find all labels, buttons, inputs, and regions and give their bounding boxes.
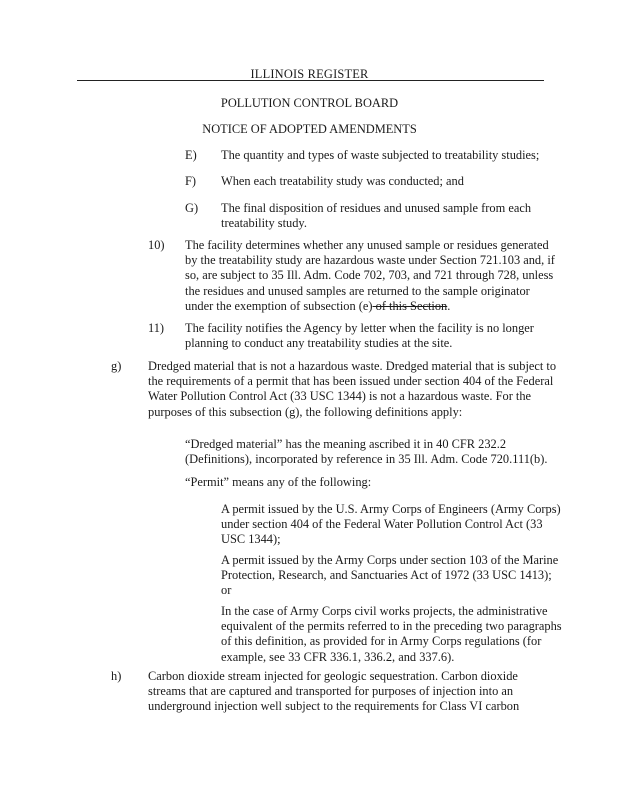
item-F-text: When each treatability study was conducted; and	[221, 174, 464, 188]
text-line: Protection, Research, and Sanctuaries Act of 1972 (33 USC 1413);	[221, 568, 552, 583]
item-G-label: G)	[185, 201, 199, 215]
dredged-material-definition	[185, 437, 547, 467]
item-10-text	[185, 238, 555, 314]
board-title: POLLUTION CONTROL BOARD	[220, 96, 399, 110]
text-span: under the exemption of subsection (e)	[185, 298, 373, 313]
text-line: The facility notifies the Agency by letter when the facility is no longer	[185, 321, 534, 335]
item-g-text	[148, 359, 556, 420]
text-line: planning to conduct any treatability studies at the site.	[185, 336, 453, 351]
text-line: treatability study.	[221, 216, 307, 231]
text-line: underground injection well subject to the requirements for Class VI carbon	[148, 699, 520, 714]
item-11-label: 11)	[148, 321, 165, 335]
text-line: under section 404 of the Federal Water Pollution Control Act (33	[221, 517, 543, 532]
text-line: by the treatability study are hazardous waste under Section 721.103 and, if	[185, 253, 555, 268]
permit-item-c	[221, 604, 562, 665]
item-h-text	[148, 669, 519, 715]
text-line: (Definitions), incorporated by reference in 35 Ill. Adm. Code 720.111(b).	[185, 452, 548, 467]
permit-definition: “Permit” means any of the following:	[185, 475, 372, 489]
item-h-label: h)	[111, 669, 122, 683]
text-line: equivalent of the permits referred to in the preceding two paragraphs	[221, 619, 562, 634]
text-line: the requirements of a permit that has been issued under section 404 of the Federal	[148, 374, 554, 389]
permit-item-a	[221, 502, 561, 548]
text-line: or	[221, 583, 232, 598]
text-span: .	[447, 298, 451, 313]
item-11-text	[185, 321, 534, 351]
text-line	[185, 299, 555, 314]
text-line: example, see 33 CFR 336.1, 336.2, and 337.6).	[221, 649, 455, 664]
text-line: Carbon dioxide stream injected for geologic sequestration. Carbon dioxide	[148, 669, 518, 683]
text-line: USC 1344);	[221, 532, 281, 547]
text-line: purposes of this subsection (g), the following definitions apply:	[148, 404, 463, 419]
item-G-text	[221, 201, 531, 231]
text-line: The final disposition of residues and unused sample from each	[221, 201, 532, 215]
text-line: streams that are captured and transported for purposes of injection into an	[148, 684, 514, 699]
text-line: Water Pollution Control Act (33 USC 1344) is not a hazardous waste. For the	[148, 389, 532, 404]
text-line: so, are subject to 35 Ill. Adm. Code 702, 703, and 721 through 728, unless	[185, 268, 554, 283]
header-rule	[77, 80, 544, 81]
text-line: of this definition, as provided for in Army Corps regulations (for	[221, 634, 542, 649]
register-title: ILLINOIS REGISTER	[250, 67, 369, 81]
text-line: “Dredged material” has the meaning ascribed it in 40 CFR 232.2	[185, 437, 507, 451]
text-line: the residues and unused samples are returned to the sample originator	[185, 283, 530, 298]
text-line: Dredged material that is not a hazardous waste. Dredged material that is subject to	[148, 359, 557, 373]
text-line: A permit issued by the Army Corps under section 103 of the Marine	[221, 553, 559, 567]
notice-title: NOTICE OF ADOPTED AMENDMENTS	[202, 122, 417, 136]
permit-item-b	[221, 553, 558, 599]
item-10-label: 10)	[148, 238, 165, 252]
item-F-label: F)	[185, 174, 197, 188]
text-line: A permit issued by the U.S. Army Corps of Engineers (Army Corps)	[221, 502, 561, 516]
struck-text: of this Section	[372, 298, 448, 313]
text-line: The facility determines whether any unused sample or residues generated	[185, 238, 549, 252]
item-E-text: The quantity and types of waste subjected to treatability studies;	[221, 148, 540, 162]
text-line: In the case of Army Corps civil works projects, the administrative	[221, 604, 548, 618]
item-E-label: E)	[185, 148, 197, 162]
item-g-label: g)	[111, 359, 122, 373]
